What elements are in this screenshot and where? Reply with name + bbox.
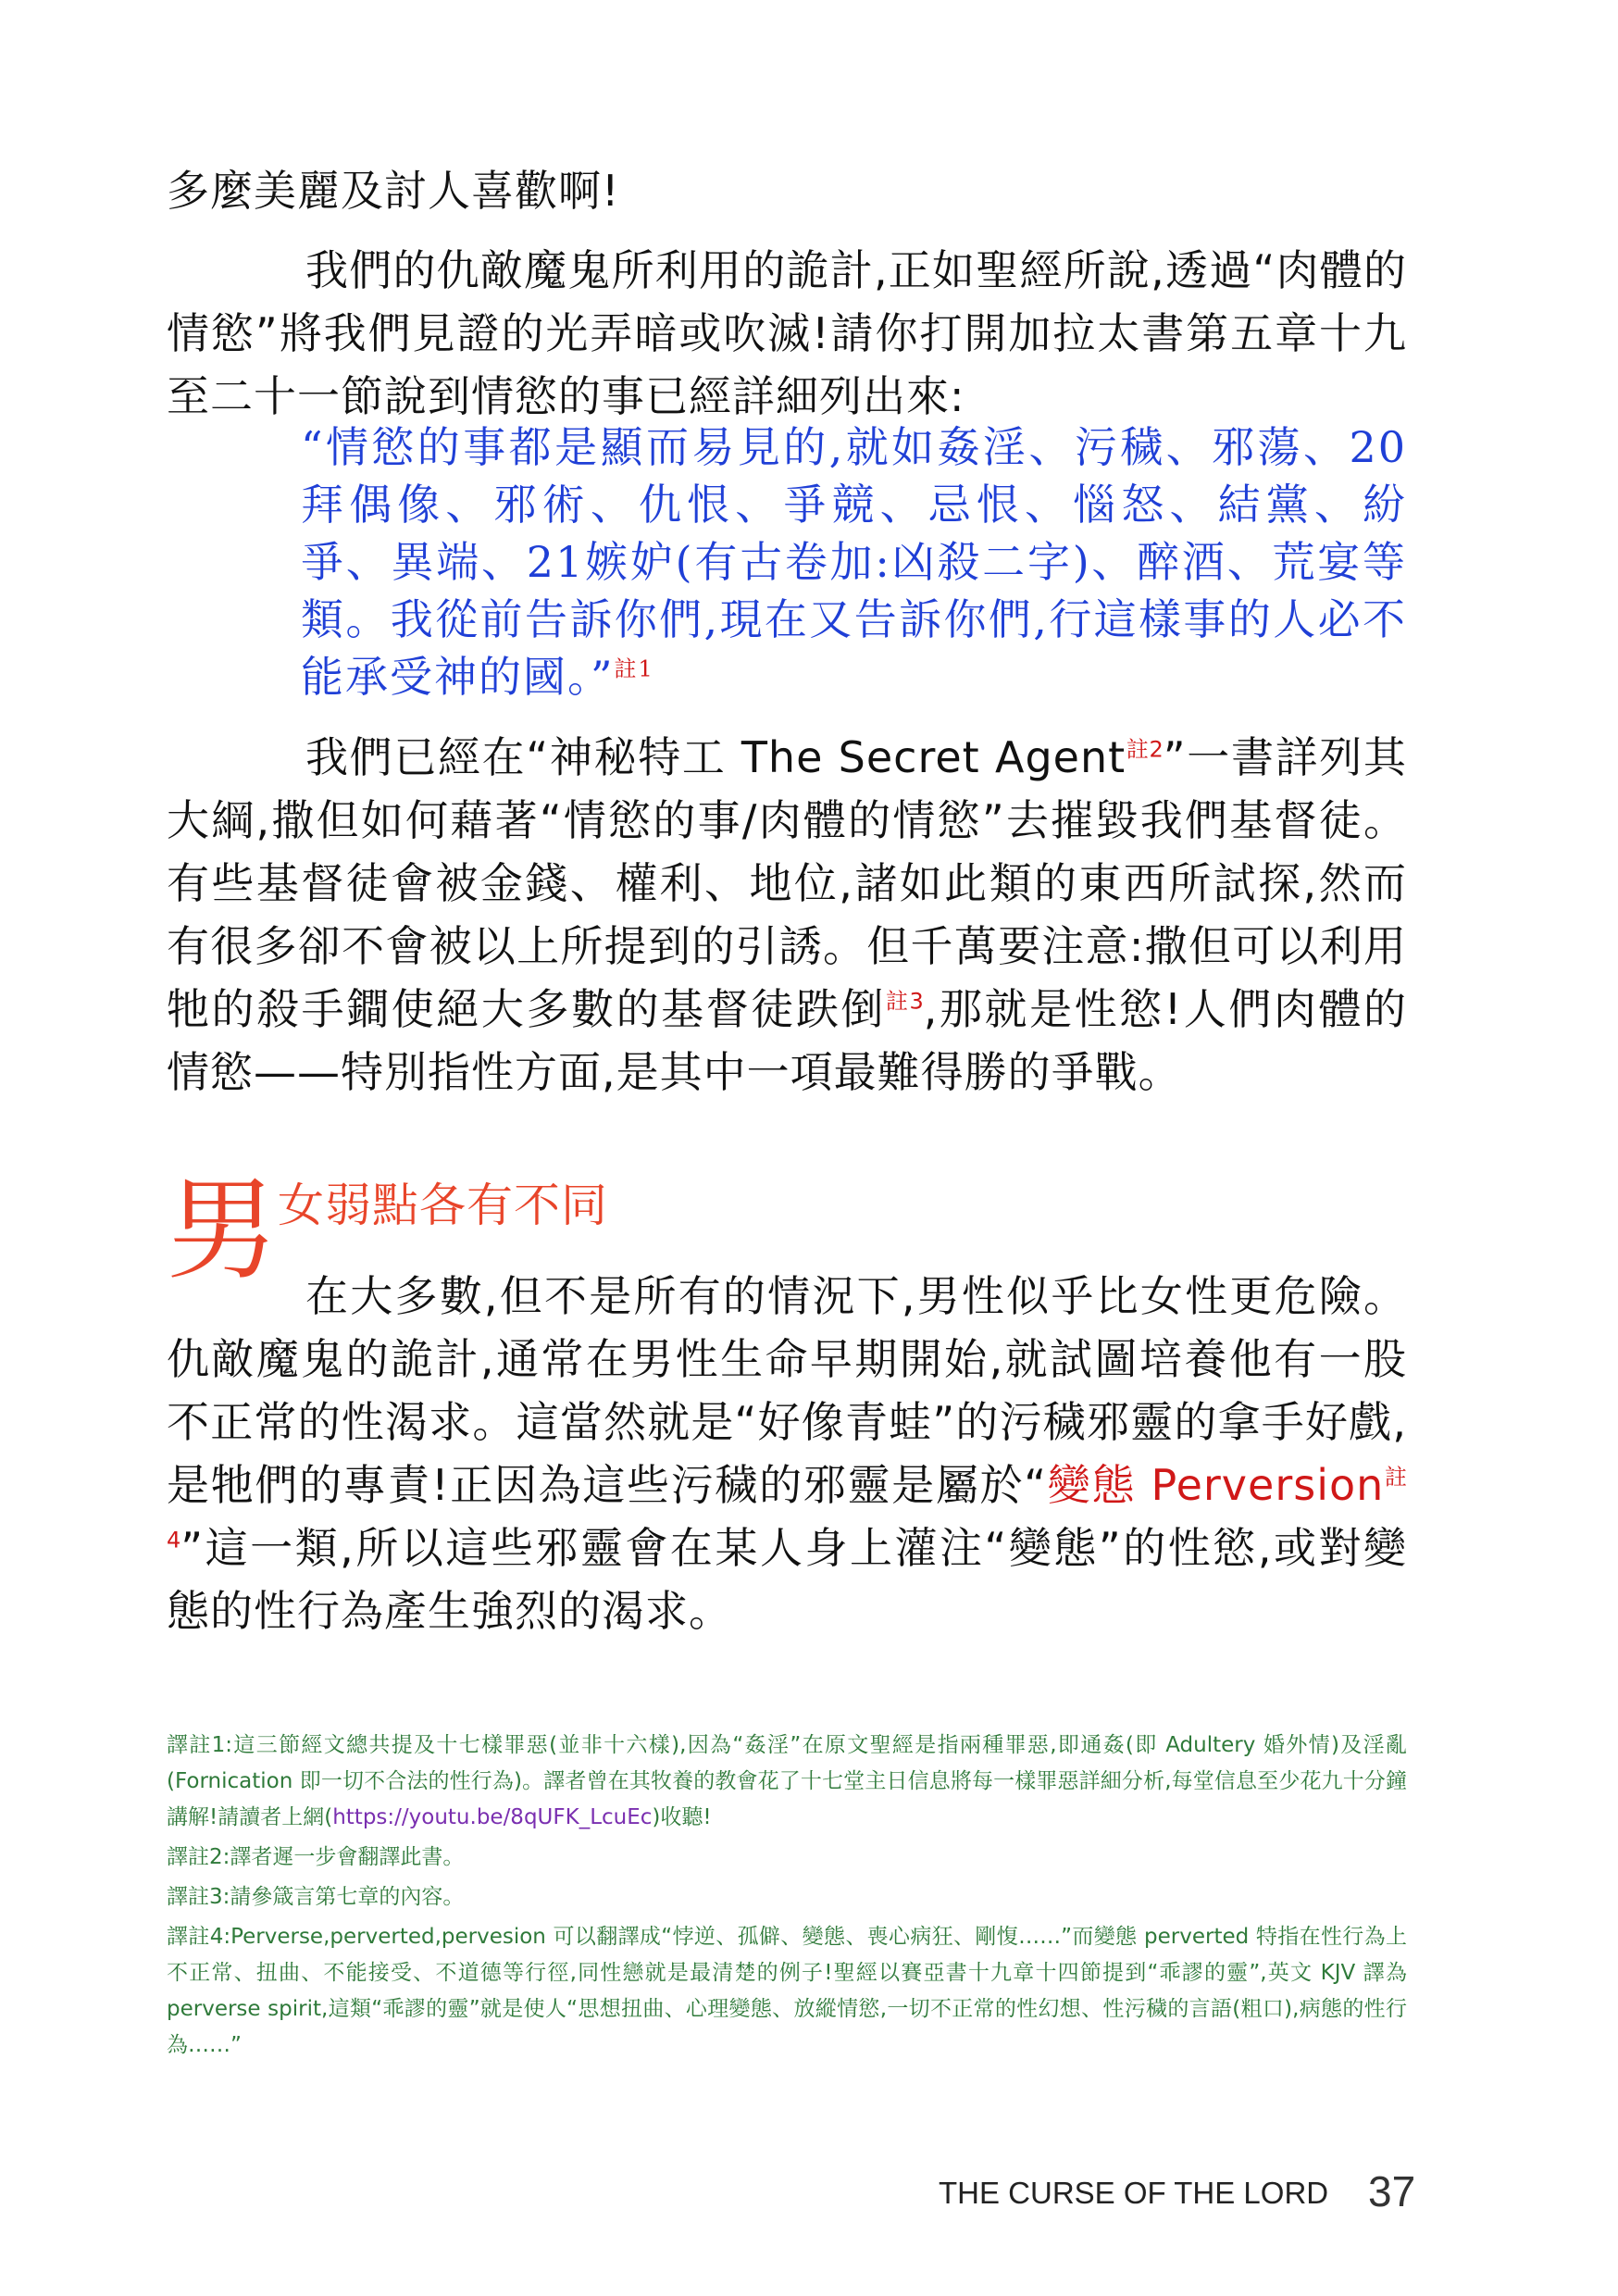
footnote-4: 譯註4:Perverse,perverted,pervesion 可以翻譯成“悖逆、孤僻、變態、喪心病狂、剛愎……”而變態 perverted 特指在性行為上不正常、扭曲、不能接受、不道德等行徑,同性戀就是最清楚的例子!聖經以賽亞書十九章十四節提到“乖謬的靈”,英文 KJV 譯為 perverse spirit,這類“乖謬的靈”就是使人“思想扭曲、心理變態、放縱情慾,一切不正常的性幻想、性污穢的言語(粗口),病態的性行為……” — [167, 1925, 1407, 2057]
paragraph-3-part-a: 在大多數,但不是所有的情況下,男性似乎比女性更危險。仇敵魔鬼的詭計,通常在男性生命早期開始,就試圖培養他有一股不正常的性渴求。這當然就是“好像青蛙”的污穢邪靈的拿手好戲,是牠們的專責!正因為這些污穢的邪靈是屬於“ — [167, 1271, 1407, 1510]
paragraph-3-part-b: ”這一類,所以這些邪靈會在某人身上灌注“變態”的性慾,或對變態的性行為產生強烈的渴求。 — [167, 1523, 1407, 1636]
paragraph-2-part-b: ”一書詳列其大綱,撒但如何藉著“情慾的事/肉體的情慾”去摧毀我們基督徒。有些基督徒會被金錢、權利、地位,諸如此類的東西所試探,然而有很多卻不會被以上所提到的引誘。但千萬要注意:撒但可以利用牠的殺手鐧使絕大多數的基督徒跌倒 — [167, 732, 1407, 1034]
footnote-2: 譯註2:譯者遲一步會翻譯此書。 — [167, 1845, 465, 1869]
scripture-quote — [301, 418, 1407, 705]
section-heading: 女弱點各有不同 — [278, 1179, 608, 1232]
page-number: 37 — [1368, 2167, 1416, 2215]
footnote-3: 譯註3:請參箴言第七章的內容。 — [167, 1885, 465, 1909]
paragraph-2-part-c: ,那就是性慾!人們肉體的情慾——特別指性方面,是其中一項最難得勝的爭戰。 — [167, 984, 1408, 1097]
paragraph-intro: 多麼美麗及討人喜歡啊! — [167, 166, 620, 216]
scripture-quote-text: “情慾的事都是顯而易見的,就如姦淫、污穢、邪蕩、20拜偶像、邪術、仇恨、爭競、忌恨、惱怒、結黨、紛爭、異端、21嫉妒(有古卷加:凶殺二字)、醉酒、荒宴等類。我從前告訴你們,現在又告訴你們,行這樣事的人必不能承受神的國。” — [301, 422, 1407, 702]
footnote-ref-4: 註4 — [167, 1464, 1407, 1554]
footnotes — [167, 1728, 1407, 2067]
footnote-1-link[interactable]: https://youtu.be/8qUFK_LcuEc — [332, 1805, 653, 1829]
footnote-1-text: 譯註1:這三節經文總共提及十七樣罪惡(並非十六樣),因為“姦淫”在原文聖經是指兩種罪惡,即通姦(即 Adultery 婚外情)及淫亂(Fornication 即一切不合法的性行為)。譯者曾在其牧養的教會花了十七堂主日信息將每一樣罪惡詳細分析,每堂信息至少花九十分鐘講解!請讀者上網( — [167, 1733, 1407, 1829]
paragraph-1: 我們的仇敵魔鬼所利用的詭計,正如聖經所說,透過“肉體的情慾”將我們見證的光弄暗或吹滅!請你打開加拉太書第五章十九至二十一節說到情慾的事已經詳細列出來: — [167, 245, 1407, 421]
footnote-1 — [167, 1728, 1407, 1836]
running-footer-title: THE CURSE OF THE LORD — [939, 2176, 1329, 2210]
footnote-ref-1: 註1 — [614, 655, 654, 682]
paragraph-2 — [167, 726, 1407, 1104]
paragraph-3 — [167, 1265, 1407, 1642]
section-heading-dropcap: 男 — [167, 1167, 278, 1295]
footnote-ref-2: 註2 — [1126, 736, 1164, 763]
footnote-ref-3: 註3 — [885, 988, 924, 1015]
paragraph-2-part-a: 我們已經在“神秘特工 The Secret Agent — [305, 732, 1126, 782]
perversion-term: 變態 Perversion — [1047, 1460, 1385, 1510]
footnote-1-tail: )收聽! — [652, 1805, 712, 1829]
